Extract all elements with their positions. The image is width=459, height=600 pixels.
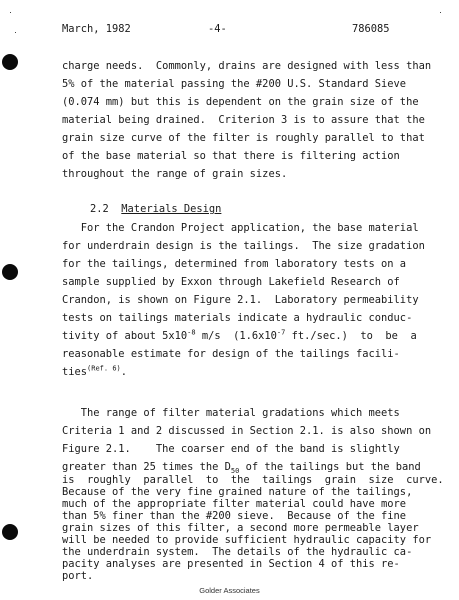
body-line: Crandon, is shown on Figure 2.1. Laboratory permeability (62, 294, 419, 306)
body-line: for underdrain design is the tailings. The size gradation (62, 240, 425, 252)
body-line: charge needs. Commonly, drains are designed with less than (62, 60, 432, 72)
scan-speck (10, 12, 11, 13)
body-line: much of the appropriate filter material could have more (62, 498, 407, 510)
body-line: grain sizes of this filter, a second more permeable layer (62, 522, 419, 534)
section-number: 2.2 (90, 203, 109, 215)
body-line: the underdrain system. The details of the hydraulic ca- (62, 546, 413, 558)
exponent: -7 (276, 328, 286, 337)
body-line: pacity analyses are presented in Section 4 of this re- (62, 558, 400, 570)
body-line: 5% of the material passing the #200 U.S. Standard Sieve (62, 78, 407, 90)
body-line-conductivity: tivity of about $5x10^{-8}$ m/s ($1.6x10^{-7}$ ft./sec.) to be a (62, 328, 417, 342)
body-line-d50: greater than 25 times the $D_{50}$ of the tailings but the band (62, 461, 421, 476)
subscript: 50 (230, 467, 240, 476)
scan-speck (15, 32, 16, 33)
body-line: is roughly parallel to the tailings grain size curve. (62, 474, 444, 486)
section-heading (90, 203, 221, 215)
binder-hole-icon (2, 264, 18, 280)
section-title: Materials Design (121, 203, 222, 215)
body-line: material being drained. Criterion 3 is to assure that the (62, 114, 425, 126)
body-line: The range of filter material gradations which meets (62, 407, 400, 419)
body-line-reference: ties$^{(Ref. 6)}$. (62, 364, 128, 378)
header-date: March, 1982 (62, 23, 131, 35)
body-line: Because of the very fine grained nature of the tailings, (62, 486, 413, 498)
exponent: -8 (187, 328, 196, 337)
body-line: For the Crandon Project application, the base material (62, 222, 419, 234)
body-line: reasonable estimate for design of the tailings facili- (62, 348, 400, 360)
binder-hole-icon (2, 524, 18, 540)
body-line: port. (62, 570, 94, 582)
body-line: than 5% finer than the #200 sieve. Because of the fine (62, 510, 407, 522)
footer-firm-name: Golder Associates (199, 586, 260, 595)
body-line: throughout the range of grain sizes. (62, 168, 288, 180)
body-line: sample supplied by Exxon through Lakefield Research of (62, 276, 400, 288)
body-line: (0.074 mm) but this is dependent on the grain size of the (62, 96, 419, 108)
scan-speck (440, 12, 441, 13)
body-line: of the base material so that there is filtering action (62, 150, 400, 162)
body-line: grain size curve of the filter is roughly parallel to that (62, 132, 425, 144)
body-line: for the tailings, determined from laboratory tests on a (62, 258, 407, 270)
body-line: Figure 2.1. The coarser end of the band is slightly (62, 443, 400, 455)
binder-hole-icon (2, 54, 18, 70)
reference-citation: (Ref. 6) (87, 364, 121, 373)
body-line: tests on tailings materials indicate a hydraulic conduc- (62, 312, 413, 324)
body-line: Criteria 1 and 2 discussed in Section 2.1. is also shown on (62, 425, 432, 437)
body-line: will be needed to provide sufficient hydraulic capacity for (62, 534, 432, 546)
document-number: 786085 (352, 23, 390, 35)
page-number: -4- (208, 23, 227, 35)
